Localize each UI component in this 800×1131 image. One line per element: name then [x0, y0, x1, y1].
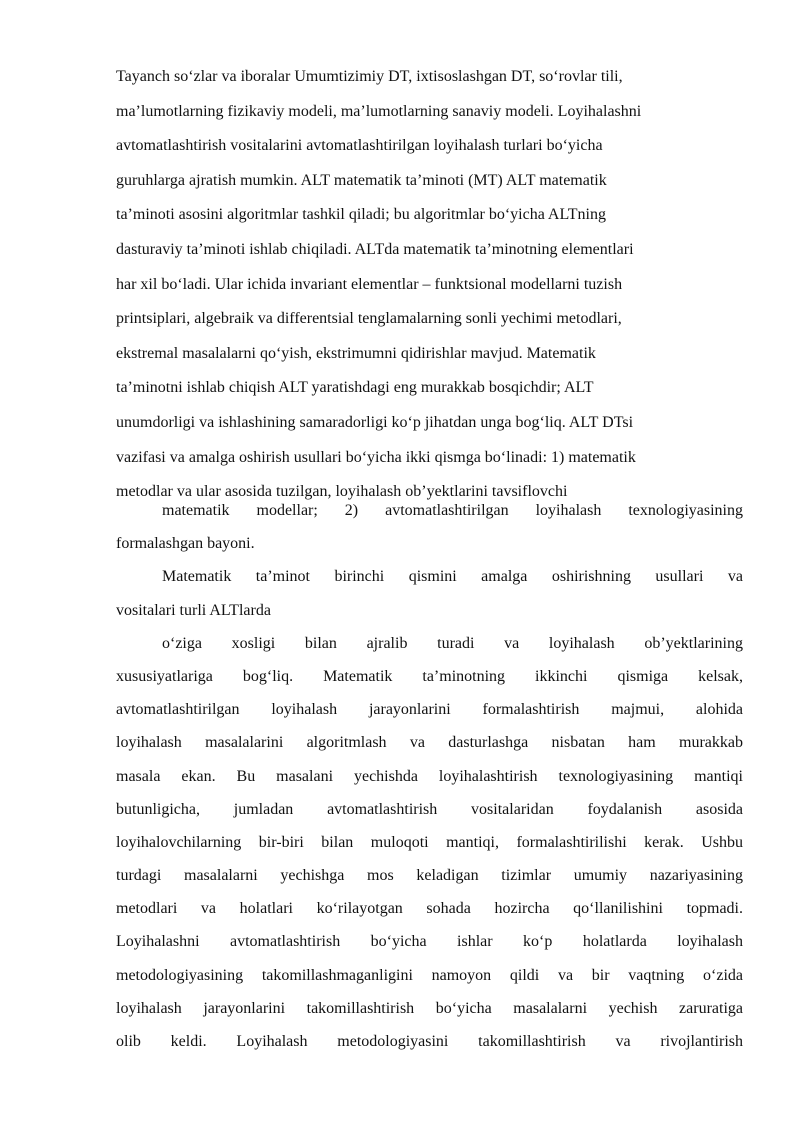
- text-line: unumdorligi va ishlashining samaradorligi ko‘p jihatdan unga bog‘liq. ALT DTsi: [116, 413, 634, 431]
- text-line: vositalari turli ALTlarda: [116, 601, 271, 619]
- text-line: Loyihalashni avtomatlashtirish bo‘yicha ishlar ko‘p holatlarda loyihalash: [116, 933, 743, 951]
- text-line: formalashgan bayoni.: [116, 535, 255, 553]
- paragraph-1: [116, 494, 743, 560]
- paragraph-2: [116, 560, 743, 626]
- text-line: ma’lumotlarning fizikaviy modeli, ma’lumotlarning sanaviy modeli. Loyihalashni: [116, 102, 642, 120]
- text-line: loyihalovchilarning bir-biri bilan muloqoti mantiqi, formalashtirilishi kerak. Ushbu: [116, 833, 743, 851]
- text-line: matematik modellar; 2) avtomatlashtirilgan loyihalash texnologiyasining: [162, 502, 743, 519]
- text-line: Matematik ta’minot birinchi qismini amalga oshirishning usullari va: [162, 568, 743, 586]
- text-line: ta’minotni ishlab chiqish ALT yaratishdagi eng murakkab bosqichdir; ALT: [116, 379, 594, 397]
- text-line: metodologiyasining takomillashmaganligini namoyon qildi va bir vaqtning o‘zida: [116, 966, 743, 984]
- text-line: printsiplari, algebraik va differentsial tenglamalarning sonli yechimi metodlari,: [116, 310, 622, 328]
- text-line: vazifasi va amalga oshirish usullari bo‘yicha ikki qismga bo‘linadi: 1) matematik: [116, 448, 636, 466]
- text-line: Tayanch so‘zlar va iboralar Umumtizimiy DT, ixtisoslashgan DT, so‘rovlar tili,: [116, 68, 623, 85]
- text-line: turdagi masalalarni yechishga mos keladigan tizimlar umumiy nazariyasining: [116, 867, 743, 885]
- paragraph-3: [116, 627, 743, 1058]
- intro-text-block: [116, 60, 743, 510]
- text-line: masala ekan. Bu masalani yechishda loyihalashtirish texnologiyasining mantiqi: [116, 767, 743, 785]
- text-line: ekstremal masalalarni qo‘yish, ekstrimumni qidirishlar mavjud. Matematik: [116, 344, 596, 362]
- text-line: butunligicha, jumladan avtomatlashtirish vositalaridan foydalanish asosida: [116, 800, 743, 818]
- text-line: loyihalash masalalarini algoritmlash va dasturlashga nisbatan ham murakkab: [116, 734, 743, 752]
- body-text-block: [116, 494, 743, 1058]
- text-line: har xil bo‘ladi. Ular ichida invariant elementlar – funktsional modellarni tuzish: [116, 275, 623, 293]
- text-line: metodlari va holatlari ko‘rilayotgan sohada hozircha qo‘llanilishini topmadi.: [116, 900, 743, 918]
- text-line: avtomatlashtirilgan loyihalash jarayonlarini formalashtirish majmui, alohida: [116, 701, 743, 719]
- text-line: avtomatlashtirish vositalarini avtomatlashtirilgan loyihalash turlari bo‘yicha: [116, 137, 603, 155]
- text-line: o‘ziga xosligi bilan ajralib turadi va loyihalash ob’yektlarining: [162, 634, 743, 652]
- text-line: xususiyatlariga bog‘liq. Matematik ta’minotning ikkinchi qismiga kelsak,: [116, 667, 743, 685]
- text-line: ta’minoti asosini algoritmlar tashkil qiladi; bu algoritmlar bo‘yicha ALTning: [116, 206, 606, 224]
- text-line: olib keldi. Loyihalash metodologiyasini takomillashtirish va rivojlantirish: [116, 1033, 743, 1050]
- text-line: guruhlarga ajratish mumkin. ALT matematik ta’minoti (MT) ALT matematik: [116, 171, 607, 189]
- text-line: dasturaviy ta’minoti ishlab chiqiladi. ALTda matematik ta’minotning elementlari: [116, 240, 634, 258]
- text-line: loyihalash jarayonlarini takomillashtirish bo‘yicha masalalarni yechish zaruratiga: [116, 999, 743, 1017]
- text-line: metodlar va ular asosida tuzilgan, loyihalash ob’yektlarini tavsiflovchi: [116, 483, 568, 501]
